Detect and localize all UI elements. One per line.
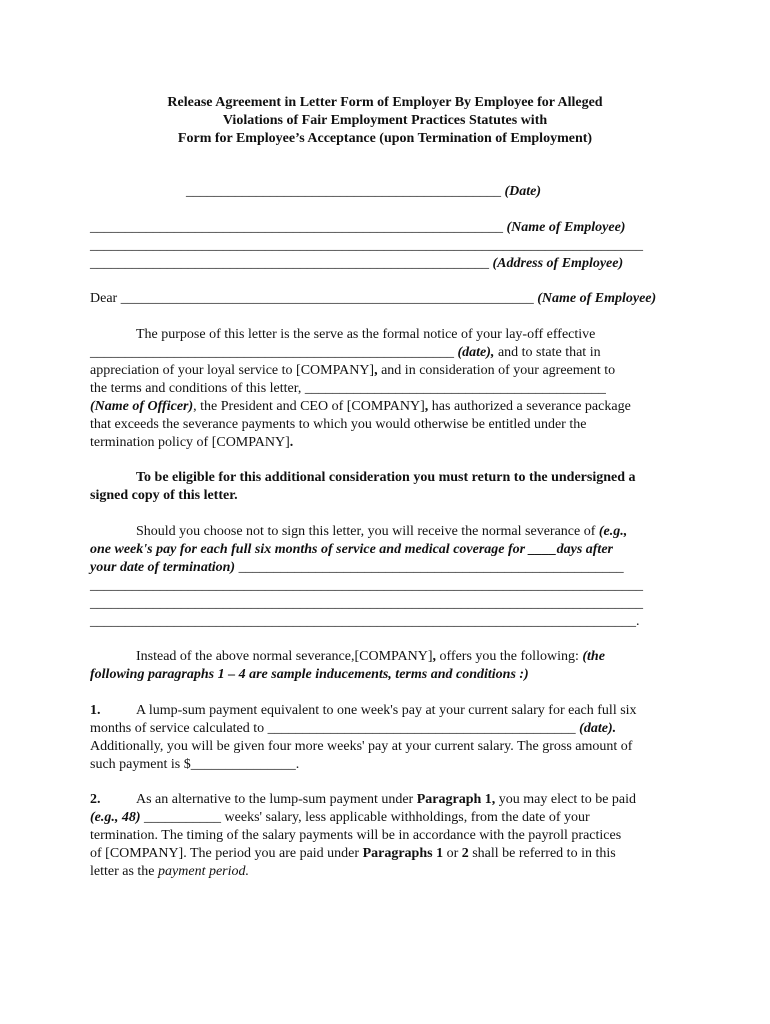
employee-name-label: (Name of Employee): [506, 220, 626, 235]
date-blank: _____________________________________________: [186, 184, 501, 199]
p1-line-7-period: .: [289, 435, 294, 450]
item-1-line-3: Additionally, you will be given four more weeks' pay at your current salary. The gross amount of: [90, 739, 633, 754]
p1-line-5-a: , the President and CEO of [COMPANY]: [193, 399, 425, 414]
p1-line-7-text: termination policy of [COMPANY]: [90, 435, 290, 450]
p1-line-3: [90, 362, 615, 380]
p4-line-1: [136, 648, 605, 666]
address-blank: _________________________________________________________: [90, 256, 489, 271]
p1-line-2: [90, 344, 601, 362]
termination-date-blank: _______________________________________________________: [238, 560, 624, 575]
item-1-line-2: [90, 720, 616, 738]
document-title-line-1: Release Agreement in Letter Form of Employer By Employee for Alleged: [167, 95, 603, 110]
p3-line-1-a: Should you choose not to sign this letter, you will receive the normal severance of: [136, 524, 596, 539]
p1-line-5: [90, 398, 631, 416]
item-2-line-2-b: ___________ weeks' salary, less applicable withholdings, from the date of your: [144, 810, 590, 825]
p1-line-2-rest: and to state that in: [497, 345, 601, 360]
p3-blank-line-3: ______________________________________________________________________________.: [90, 614, 640, 629]
p4-line-1-c: (the: [582, 649, 605, 664]
item-2-line-5: [90, 863, 249, 881]
salutation-blank: ___________________________________________________________: [120, 291, 534, 306]
item-1-date-label: (date).: [579, 721, 617, 736]
p1-line-3-a: appreciation of your loyal service to [COMPANY]: [90, 363, 375, 378]
p1-line-1: The purpose of this letter is the serve as the formal notice of your lay-off effective: [136, 327, 596, 342]
termination-date-label: your date of termination): [90, 560, 236, 575]
p1-line-6: that exceeds the severance payments to which you would otherwise be entitled under the: [90, 417, 587, 432]
p2-line-1: To be eligible for this additional consideration you must return to the undersigned a: [136, 470, 636, 485]
p1-line-7: [90, 434, 293, 452]
salutation-label: (Name of Employee): [537, 291, 657, 306]
item-2-line-4-e: shall be referred to in this: [472, 846, 616, 861]
item-2-line-4-c: or: [446, 846, 459, 861]
item-2-line-4-d: 2: [461, 846, 469, 861]
document-title-line-2: Violations of Fair Employment Practices Statutes with: [222, 113, 548, 128]
p3-line-2: one week's pay for each full six months of service and medical coverage for ____days after: [90, 542, 613, 557]
item-2-number: 2.: [90, 792, 101, 807]
item-2-line-2: [90, 809, 590, 827]
item-2-line-1-c: you may elect to be paid: [498, 792, 637, 807]
p1-line-5-b: has authorized a severance package: [431, 399, 631, 414]
p1-line-3-b: and in consideration of your agreement to: [381, 363, 616, 378]
item-2-line-1-a: As an alternative to the lump-sum payment under: [136, 792, 414, 807]
p3-line-1-b: (e.g.,: [598, 524, 628, 539]
officer-name-label: (Name of Officer): [90, 399, 194, 414]
p2-line-2: signed copy of this letter.: [90, 488, 238, 503]
effective-date-label: (date),: [457, 345, 495, 360]
item-2-line-1: [136, 791, 636, 809]
employee-name-blank: ___________________________________________________________: [90, 220, 503, 235]
salutation-dear: Dear: [90, 291, 118, 306]
item-2-line-4-b: Paragraphs 1: [362, 846, 444, 861]
date-row: [186, 183, 541, 201]
item-2-line-3: termination. The timing of the salary payments will be in accordance with the payroll practices: [90, 828, 622, 843]
address-blank-line: _______________________________________________________________________________: [90, 238, 643, 253]
effective-date-blank: ____________________________________________________: [90, 345, 454, 360]
p4-line-1-comma: ,: [432, 649, 437, 664]
item-1-line-1: A lump-sum payment equivalent to one week's pay at your current salary for each full six: [136, 703, 637, 718]
p3-line-3: [90, 559, 624, 577]
p4-line-1-b: offers you the following:: [439, 649, 579, 664]
p1-line-4: the terms and conditions of this letter, ___________________________________________: [90, 381, 606, 396]
address-label: (Address of Employee): [492, 256, 624, 271]
p4-line-2: following paragraphs 1 – 4 are sample inducements, terms and conditions :): [90, 667, 529, 682]
item-2-line-4-a: of [COMPANY]. The period you are paid under: [90, 846, 360, 861]
item-2-line-5-b: payment period.: [158, 864, 250, 879]
item-2-weeks-example: (e.g., 48): [90, 810, 141, 825]
document-title-line-3: Form for Employee’s Acceptance (upon Termination of Employment): [177, 131, 593, 146]
p3-line-1: [136, 523, 627, 541]
p1-line-3-comma: ,: [374, 363, 378, 378]
item-1-number: 1.: [90, 703, 101, 718]
employee-name-row: [90, 219, 625, 237]
item-1-line-4: such payment is $_______________.: [90, 757, 300, 772]
p4-line-1-a: Instead of the above normal severance,[COMPANY]: [136, 649, 433, 664]
item-1-line-2-a: months of service calculated to ____________________________________________: [90, 721, 576, 736]
item-2-line-4: [90, 845, 616, 863]
p3-blank-line-1: _______________________________________________________________________________: [90, 578, 643, 593]
p3-blank-line-2: _______________________________________________________________________________: [90, 596, 643, 611]
p1-line-5-comma: ,: [424, 399, 429, 414]
item-2-line-1-b: Paragraph 1,: [416, 792, 496, 807]
date-label: (Date): [504, 184, 542, 199]
address-row: [90, 255, 623, 273]
item-2-line-5-a: letter as the: [90, 864, 155, 879]
salutation-row: [90, 290, 656, 308]
